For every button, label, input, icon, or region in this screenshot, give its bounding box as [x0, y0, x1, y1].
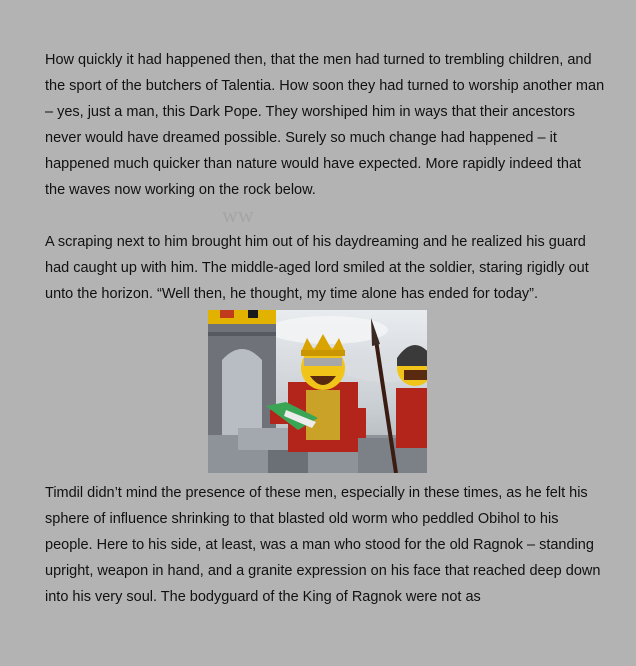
lego-king-photo	[208, 310, 427, 473]
photo-illustration-icon	[208, 310, 427, 473]
paragraph-3: Timdil didn’t mind the presence of these men, especially in these times, as he felt his sphere of influence shrinking to that blasted old worm who peddled Obihol to his people. Here to his side, at least, was a man who stood for the old Ragnok – standing upright, weapon in hand, and a granite expression on his face that reached deep down into his very soul. The bodyguard of the King of Ragnok were not as	[45, 485, 601, 605]
faint-watermark-icon	[222, 200, 282, 230]
paragraph-1: How quickly it had happened then, that the men had turned to trembling children, and the sport of the butchers of Talentia. How soon they had turned to worship another man – yes, just a man, this Dark Pope. They worshiped him in ways that their ancestors never would have dreamed possible. Surely so much change had happened – it happened much quicker than nature would have expected. More rapidly indeed that the waves now working on the rock below.	[45, 52, 605, 198]
paragraph-2: A scraping next to him brought him out of his daydreaming and he realized his guard had caught up with him. The middle-aged lord smiled at the soldier, staring rigidly out unto the horizon. “Well then, he thought, my time alone has ended for today”.	[45, 234, 589, 302]
svg-text:ww: ww	[222, 202, 254, 227]
